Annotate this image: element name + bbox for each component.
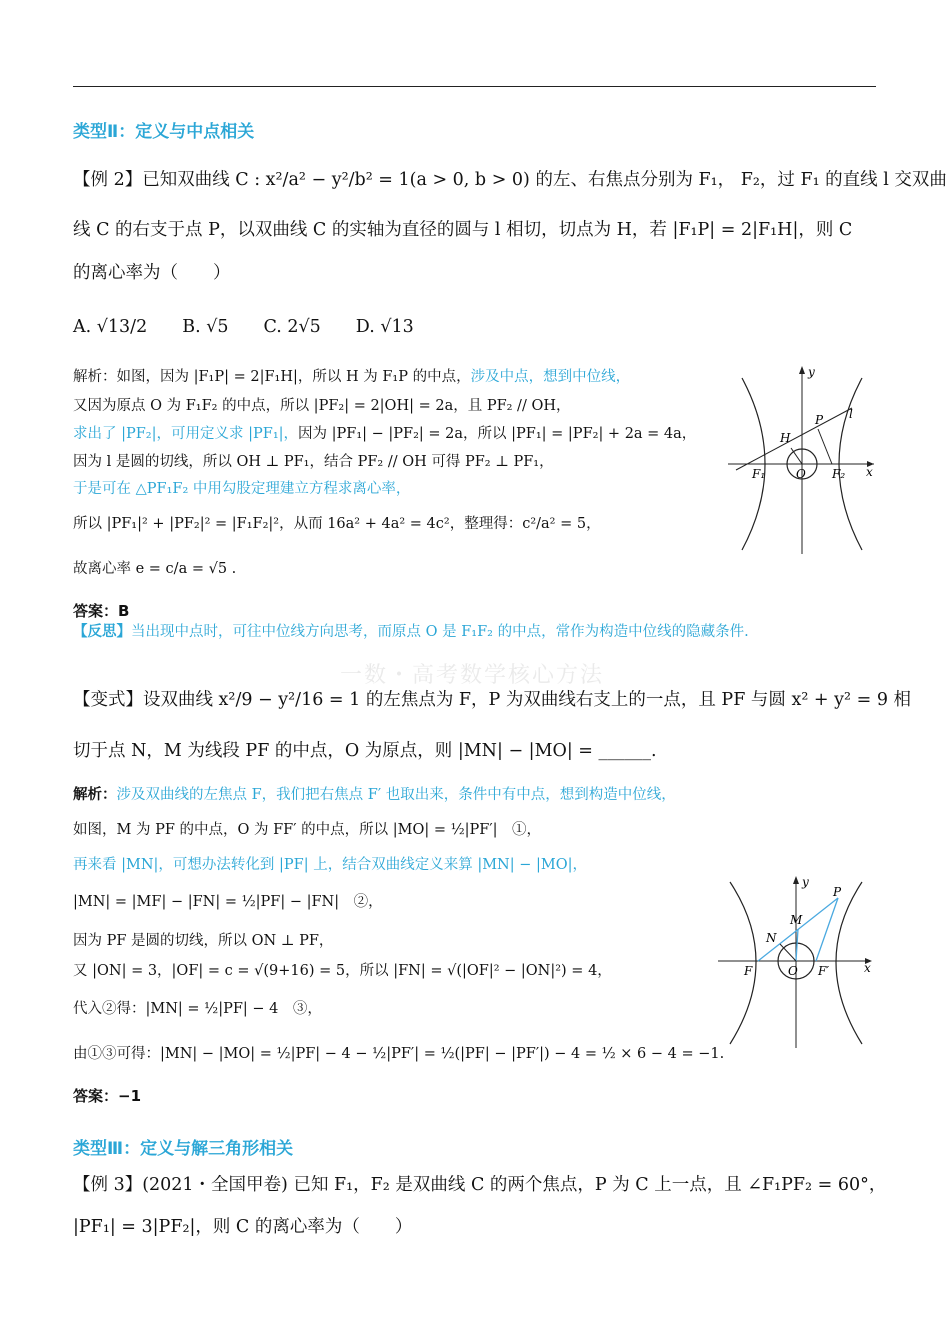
solution2-line1-hint: 涉及双曲线的左焦点 F，我们把右焦点 F′ 也取出来，条件中有中点，想到构造中位线， xyxy=(116,787,676,803)
solution2-line3: 再来看 |MN|，可想办法转化到 |PF| 上，结合双曲线定义来算 |MN| − |MO|， xyxy=(73,857,588,873)
fig2-label-F: F xyxy=(744,964,753,978)
solution1-line2: 又因为原点 O 为 F₁F₂ 的中点，所以 |PF₂| = 2|OH| = 2a，且 PF₂ // OH， xyxy=(73,398,571,414)
answer1: 答案：B xyxy=(73,602,130,620)
watermark: 一数・高考数学核心方法 xyxy=(340,663,605,688)
fig2-y-arrow xyxy=(793,876,799,884)
reflection-label: 【反思】 xyxy=(73,624,131,640)
fig2-label-O: O xyxy=(788,964,798,978)
fig1-label-H: H xyxy=(780,431,791,445)
answer2: 答案：−1 xyxy=(73,1087,142,1105)
fig1-label-F1: F₁ xyxy=(752,467,766,481)
solution1-line3-text: 因为 |PF₁| − |PF₂| = 2a，所以 |PF₁| = |PF₂| + 2a = 4a， xyxy=(298,426,697,442)
solution1-line6: 所以 |PF₁|² + |PF₂|² = |F₁F₂|²，从而 16a² + 4a² = 4c²，整理得：c²/a² = 5， xyxy=(73,516,601,532)
solution2-line4: |MN| = |MF| − |FN| = ½|PF| − |FN| ②， xyxy=(73,894,383,910)
example2-line3: 的离心率为（ ） xyxy=(73,263,231,283)
fig2-label-x: x xyxy=(864,961,871,975)
fig1-y-arrow xyxy=(799,366,805,374)
solution1-line1-hint: 涉及中点，想到中位线， xyxy=(470,369,631,385)
fig2-segment-ON xyxy=(780,944,796,961)
hyperbola-figure-1 xyxy=(728,362,878,557)
solution2-label: 解析： xyxy=(73,787,117,803)
solution1-line1-text: 解析：如图，因为 |F₁P| = 2|F₁H|，所以 H 为 F₁P 的中点， xyxy=(73,369,471,385)
variant-line1: 【变式】设双曲线 x²/9 − y²/16 = 1 的左焦点为 F，P 为双曲线右支上的一点，且 PF 与圆 x² + y² = 9 相 xyxy=(73,690,912,710)
fig1-segment-PF2 xyxy=(818,429,832,464)
example3-line1: 【例 3】(2021・全国甲卷) 已知 F₁，F₂ 是双曲线 C 的两个焦点，P 为 C 上一点，且 ∠F₁PF₂ = 60°， xyxy=(73,1175,887,1195)
fig1-label-F2: F₂ xyxy=(832,467,846,481)
solution2-line6: 又 |ON| = 3，|OF| = c = √(9+16) = 5，所以 |FN| = √(|OF|² − |ON|²) = 4， xyxy=(73,963,612,979)
fig2-label-Fprime: F′ xyxy=(818,964,830,978)
fig2-right-branch xyxy=(836,882,862,1044)
solution2-line5: 因为 PF 是圆的切线，所以 ON ⊥ PF， xyxy=(73,933,334,949)
reflection-text: 当出现中点时，可往中位线方向思考，而原点 O 是 F₁F₂ 的中点，常作为构造中位线的隐藏条件. xyxy=(131,624,749,640)
variant-line2: 切于点 N，M 为线段 PF 的中点，O 为原点，则 |MN| − |MO| = ______. xyxy=(73,741,657,761)
fig1-label-P: P xyxy=(815,413,824,427)
solution2-line1 xyxy=(73,786,676,804)
solution2-line8: 由①③可得：|MN| − |MO| = ½|PF| − 4 − ½|PF′| = ½(|PF| − |PF′|) − 4 = ½ × 6 − 4 = −1. xyxy=(73,1046,725,1062)
hyperbola-figure-2 xyxy=(716,872,876,1052)
fig1-label-l: l xyxy=(849,407,853,421)
fig2-label-M: M xyxy=(790,913,803,927)
fig1-label-x: x xyxy=(866,465,873,479)
fig1-label-O: O xyxy=(796,467,806,481)
example2-options: A. √13/2 B. √5 C. 2√5 D. √13 xyxy=(73,317,414,337)
solution1-line4: 因为 l 是圆的切线，所以 OH ⊥ PF₁，结合 PF₂ // OH 可得 PF₂ ⊥ PF₁， xyxy=(73,454,554,470)
fig2-left-branch xyxy=(730,882,756,1044)
reflection xyxy=(73,623,749,641)
fig1-label-y: y xyxy=(808,365,815,379)
fig2-label-y: y xyxy=(802,875,809,889)
example3-line2: |PF₁| = 3|PF₂|，则 C 的离心率为（ ） xyxy=(73,1217,413,1237)
solution1-line7: 故离心率 e = c/a = √5 . xyxy=(73,561,237,577)
section-heading-type2: 类型Ⅱ：定义与中点相关 xyxy=(73,122,255,142)
fig1-line-l xyxy=(736,408,852,470)
fig2-label-P: P xyxy=(833,885,842,899)
solution1-line1 xyxy=(73,368,630,386)
example2-line2: 线 C 的右支于点 P，以双曲线 C 的实轴为直径的圆与 l 相切，切点为 H，若 |F₁P| = 2|F₁H|，则 C xyxy=(73,220,853,240)
solution1-line3-hint: 求出了 |PF₂|，可用定义求 |PF₁|， xyxy=(73,426,299,442)
solution2-line7: 代入②得：|MN| = ½|PF| − 4 ③， xyxy=(73,1001,322,1017)
solution1-line5: 于是可在 △PF₁F₂ 中用勾股定理建立方程求离心率， xyxy=(73,481,411,497)
solution1-line3 xyxy=(73,425,696,443)
section-heading-type3: 类型Ⅲ：定义与解三角形相关 xyxy=(73,1139,294,1159)
solution2-line2: 如图，M 为 PF 的中点，O 为 FF′ 的中点，所以 |MO| = ½|PF′| ①， xyxy=(73,822,542,838)
header-rule xyxy=(73,86,876,87)
example2-line1: 【例 2】已知双曲线 C : x²/a² − y²/b² = 1(a > 0, b > 0) 的左、右焦点分别为 F₁， F₂，过 F₁ 的直线 l 交双曲 xyxy=(73,170,947,190)
fig2-label-N: N xyxy=(766,931,777,945)
